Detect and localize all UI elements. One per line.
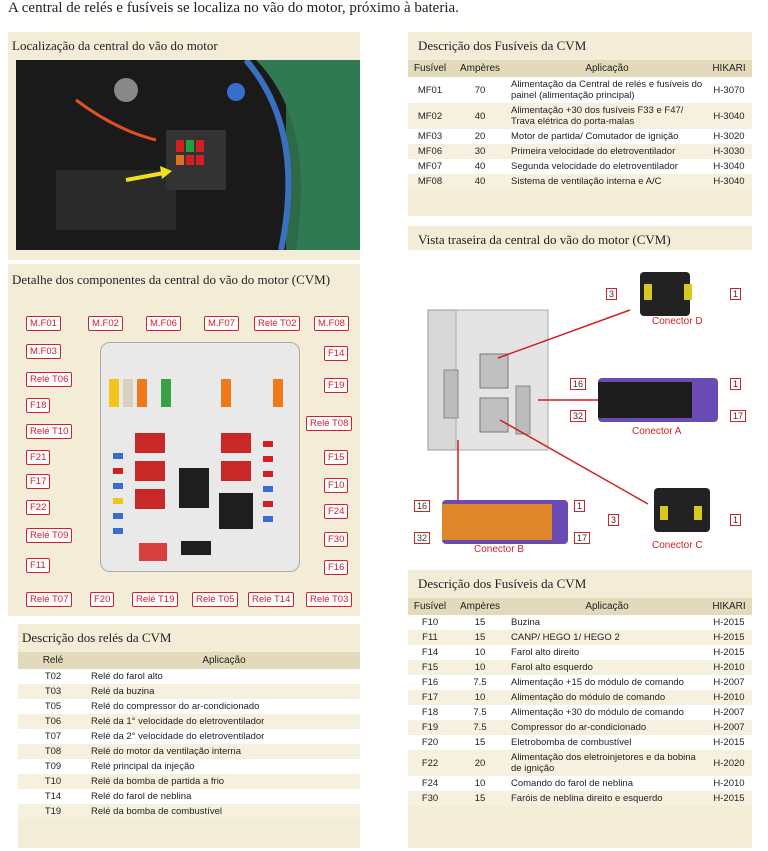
table-cell: F11 (408, 630, 452, 645)
table-cell: H-3040 (706, 174, 752, 189)
table-cell: Alimentação +15 do módulo de comando (508, 675, 706, 690)
table-cell: Sistema de ventilação interna e A/C (508, 174, 706, 189)
table-cell: Alimentação dos eletroinjetores e da bobina de ignição (508, 750, 706, 776)
component-label: Relé T07 (26, 592, 72, 607)
fuse-table-bottom (408, 598, 752, 806)
table-cell: T14 (18, 789, 88, 804)
conn-b-pin-32: 32 (414, 532, 430, 544)
component-label: M.F01 (26, 316, 61, 331)
table-cell: T06 (18, 714, 88, 729)
component-label: Relé T08 (306, 416, 352, 431)
table-row (408, 174, 752, 189)
table-cell: 15 (452, 735, 508, 750)
column-header: Ampères (452, 60, 508, 77)
rear-view-diagram (408, 250, 752, 568)
table-row (18, 729, 360, 744)
table-cell: 10 (452, 645, 508, 660)
table-cell: F10 (408, 615, 452, 630)
table-row (408, 660, 752, 675)
table-cell: F20 (408, 735, 452, 750)
table-cell: H-2010 (706, 690, 752, 705)
component-label: M.F06 (146, 316, 181, 331)
table-row (408, 750, 752, 776)
table-cell: F22 (408, 750, 452, 776)
fuse-box-illustration (100, 342, 300, 572)
table-cell: Faróis de neblina direito e esquerdo (508, 791, 706, 806)
component-label: M.F07 (204, 316, 239, 331)
component-label: F22 (26, 500, 50, 515)
table-cell: H-2007 (706, 675, 752, 690)
conn-d-pin-left: 3 (606, 288, 617, 300)
conn-b-pin-16: 16 (414, 500, 430, 512)
table-cell: Relé da 2° velocidade do eletroventilador (88, 729, 360, 744)
component-label: Relé T14 (248, 592, 294, 607)
table-cell: Relé do farol de neblina (88, 789, 360, 804)
conn-d-pin-right: 1 (730, 288, 741, 300)
table-row (408, 791, 752, 806)
table-row (408, 705, 752, 720)
table-row (408, 690, 752, 705)
fuse-bottom-title: Descrição dos Fusíveis da CVM (418, 576, 587, 591)
table-cell: T03 (18, 684, 88, 699)
table-row (408, 776, 752, 791)
table-cell: 15 (452, 791, 508, 806)
conn-c-pin-left: 3 (608, 514, 619, 526)
fuse-top-title: Descrição dos Fusíveis da CVM (418, 38, 587, 53)
table-cell: H-3070 (706, 77, 752, 103)
table-cell: Primeira velocidade do eletroventilador (508, 144, 706, 159)
table-cell: CANP/ HEGO 1/ HEGO 2 (508, 630, 706, 645)
table-cell: MF08 (408, 174, 452, 189)
table-cell: Motor de partida/ Comutador de ignição (508, 129, 706, 144)
table-cell: F19 (408, 720, 452, 735)
table-cell: MF01 (408, 77, 452, 103)
table-cell: F24 (408, 776, 452, 791)
conn-b-pin-17: 17 (574, 532, 590, 544)
table-row (408, 615, 752, 630)
table-cell: Farol alto direito (508, 645, 706, 660)
table-row (18, 669, 360, 684)
table-cell: Relé da bomba de partida a frio (88, 774, 360, 789)
table-cell: H-3030 (706, 144, 752, 159)
column-header: Aplicação (508, 60, 706, 77)
table-row (18, 699, 360, 714)
table-cell: Relé da 1° velocidade do eletroventilador (88, 714, 360, 729)
table-cell: Farol alto esquerdo (508, 660, 706, 675)
component-label: Relé T03 (306, 592, 352, 607)
table-row (408, 675, 752, 690)
intro-text: A central de relés e fusíveis se localiza no vão do motor, próximo à bateria. (8, 0, 459, 16)
fuse-table-top (408, 60, 752, 189)
table-cell: 10 (452, 660, 508, 675)
component-label: F19 (324, 378, 348, 393)
table-cell: T02 (18, 669, 88, 684)
table-row (408, 144, 752, 159)
table-cell: F16 (408, 675, 452, 690)
table-cell: Relé do farol alto (88, 669, 360, 684)
table-cell: Comando do farol de neblina (508, 776, 706, 791)
table-cell: 40 (452, 103, 508, 129)
connector-c-label: Conector C (652, 540, 703, 551)
table-cell: T07 (18, 729, 88, 744)
component-label: Relé T19 (132, 592, 178, 607)
table-cell: 15 (452, 630, 508, 645)
table-cell: H-2015 (706, 615, 752, 630)
connector-d-label: Conector D (652, 316, 703, 327)
table-cell: T09 (18, 759, 88, 774)
component-label: F30 (324, 532, 348, 547)
table-cell: Segunda velocidade do eletroventilador (508, 159, 706, 174)
table-row (408, 103, 752, 129)
table-cell: 20 (452, 129, 508, 144)
conn-c-pin-right: 1 (730, 514, 741, 526)
table-cell: H-2010 (706, 776, 752, 791)
table-cell: Compressor do ar-condicionado (508, 720, 706, 735)
component-label: F17 (26, 474, 50, 489)
table-cell: H-2020 (706, 750, 752, 776)
conn-a-pin-17: 17 (730, 410, 746, 422)
column-header: Aplicação (508, 598, 706, 615)
table-cell: Alimentação do módulo de comando (508, 690, 706, 705)
column-header: Fusível (408, 598, 452, 615)
relay-title: Descrição dos relés da CVM (22, 630, 172, 645)
table-cell: MF02 (408, 103, 452, 129)
table-cell: H-2007 (706, 705, 752, 720)
component-label: F10 (324, 478, 348, 493)
table-cell: 40 (452, 174, 508, 189)
table-row (408, 645, 752, 660)
detail-title: Detalhe dos componentes da central do vão do motor (CVM) (12, 272, 331, 287)
table-cell: F30 (408, 791, 452, 806)
table-cell: 30 (452, 144, 508, 159)
table-cell: Relé do compressor do ar-condicionado (88, 699, 360, 714)
table-cell: H-3040 (706, 103, 752, 129)
table-row (408, 129, 752, 144)
detail-panel (8, 264, 360, 616)
table-cell: H-3040 (706, 159, 752, 174)
table-cell: T08 (18, 744, 88, 759)
table-cell: 10 (452, 690, 508, 705)
table-row (18, 789, 360, 804)
component-label: F14 (324, 346, 348, 361)
column-header: HIKARI (706, 60, 752, 77)
component-label: Relé T05 (192, 592, 238, 607)
conn-a-pin-16: 16 (570, 378, 586, 390)
table-cell: Relé principal da injeção (88, 759, 360, 774)
table-row (408, 159, 752, 174)
component-label: M.F03 (26, 344, 61, 359)
component-label: F21 (26, 450, 50, 465)
table-cell: H-2015 (706, 735, 752, 750)
conn-a-pin-1: 1 (730, 378, 741, 390)
table-cell: 20 (452, 750, 508, 776)
connector-a-label: Conector A (632, 426, 682, 437)
table-cell: Eletrobomba de combustível (508, 735, 706, 750)
component-label: F24 (324, 504, 348, 519)
table-cell: 15 (452, 615, 508, 630)
table-cell: F15 (408, 660, 452, 675)
component-label: F18 (26, 398, 50, 413)
table-row (18, 759, 360, 774)
table-row (18, 714, 360, 729)
component-label: Relé T02 (254, 316, 300, 331)
table-cell: H-2015 (706, 630, 752, 645)
table-cell: Relé da bomba de combustível (88, 804, 360, 819)
table-cell: H-2007 (706, 720, 752, 735)
rear-view-title: Vista traseira da central do vão do motor (CVM) (418, 232, 671, 247)
table-row (18, 804, 360, 819)
table-cell: Alimentação da Central de relés e fusíveis do painel (alimentação principal) (508, 77, 706, 103)
relay-table (18, 652, 360, 819)
table-cell: H-2010 (706, 660, 752, 675)
table-cell: T19 (18, 804, 88, 819)
table-cell: Relé do motor da ventilação interna (88, 744, 360, 759)
table-cell: H-3020 (706, 129, 752, 144)
column-header: Fusível (408, 60, 452, 77)
component-label: F11 (26, 558, 50, 573)
component-label: F16 (324, 560, 348, 575)
location-title: Localização da central do vão do motor (12, 38, 218, 53)
table-cell: Alimentação +30 do módulo de comando (508, 705, 706, 720)
table-cell: Relé da buzina (88, 684, 360, 699)
table-cell: Buzina (508, 615, 706, 630)
table-cell: F18 (408, 705, 452, 720)
table-cell: F14 (408, 645, 452, 660)
component-label: Relé T06 (26, 372, 72, 387)
component-label: F15 (324, 450, 348, 465)
table-cell: 10 (452, 776, 508, 791)
component-label: M.F02 (88, 316, 123, 331)
component-label: Relé T09 (26, 528, 72, 543)
table-cell: 7.5 (452, 675, 508, 690)
fuse-panel-bottom (408, 570, 752, 848)
table-cell: Alimentação +30 dos fusíveis F33 e F47/ Trava elétrica do porta-malas (508, 103, 706, 129)
component-label: F20 (90, 592, 114, 607)
column-header: Aplicação (88, 652, 360, 669)
table-row (408, 630, 752, 645)
table-cell: 7.5 (452, 720, 508, 735)
table-cell: T05 (18, 699, 88, 714)
table-row (408, 720, 752, 735)
column-header: Relé (18, 652, 88, 669)
component-label: M.F08 (314, 316, 349, 331)
connector-b-label: Conector B (474, 544, 525, 555)
table-cell: T10 (18, 774, 88, 789)
table-row (18, 774, 360, 789)
conn-a-pin-32: 32 (570, 410, 586, 422)
conn-b-pin-1: 1 (574, 500, 585, 512)
table-cell: 7.5 (452, 705, 508, 720)
column-header: Ampères (452, 598, 508, 615)
table-cell: MF07 (408, 159, 452, 174)
table-row (18, 684, 360, 699)
table-cell: MF06 (408, 144, 452, 159)
relay-panel (18, 624, 360, 848)
table-cell: F17 (408, 690, 452, 705)
table-cell: 70 (452, 77, 508, 103)
table-row (18, 744, 360, 759)
fuse-panel-top (408, 32, 752, 216)
column-header: HIKARI (706, 598, 752, 615)
engine-bay-photo (16, 60, 360, 250)
table-cell: H-2015 (706, 791, 752, 806)
table-row (408, 77, 752, 103)
table-cell: MF03 (408, 129, 452, 144)
table-cell: H-2015 (706, 645, 752, 660)
component-label: Relé T10 (26, 424, 72, 439)
table-cell: 40 (452, 159, 508, 174)
table-row (408, 735, 752, 750)
